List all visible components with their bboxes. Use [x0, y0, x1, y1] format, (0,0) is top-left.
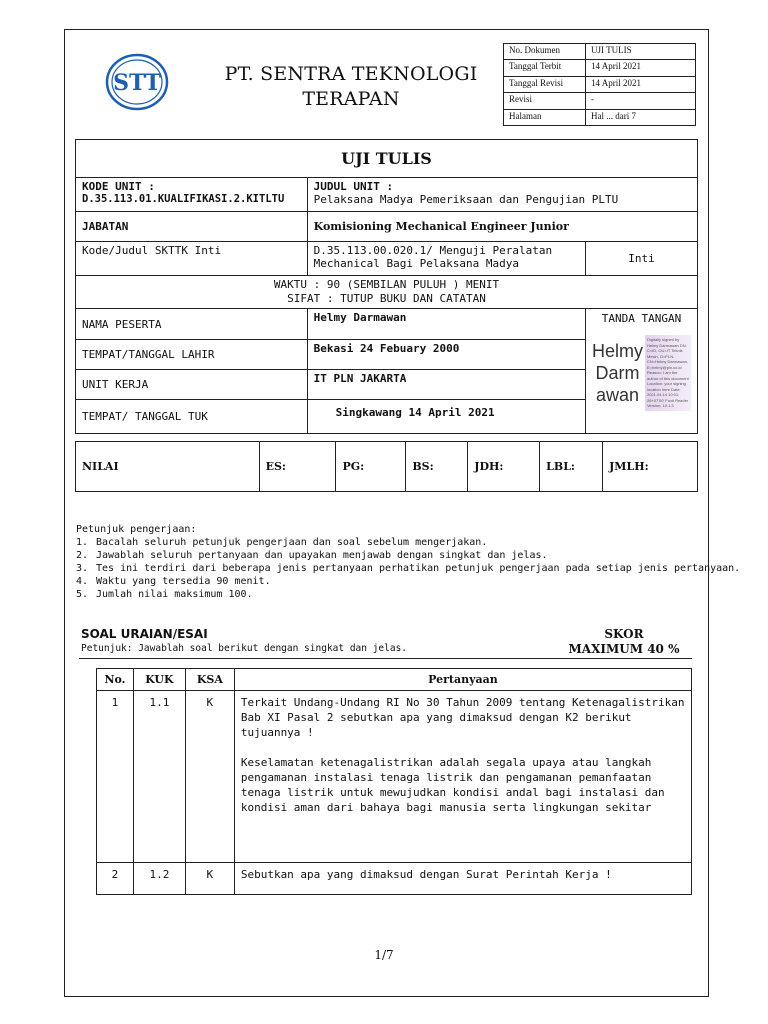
- question-header-row: [97, 669, 692, 691]
- skttk-type: Inti: [585, 242, 697, 276]
- meta-value: 14 April 2021: [586, 60, 696, 76]
- page-number: 1/7: [374, 948, 394, 962]
- signature-cell: [585, 309, 697, 434]
- exam-identity-form: [75, 139, 698, 434]
- question-text: Terkait Undang-Undang RI No 30 Tahun 2009 tentang Ketenagalistrikan Bab XI Pasal 2 sebutkan apa yang dimaksud dengan K2 berikut tujuannya !: [240, 696, 685, 739]
- question-ksa: K: [185, 691, 234, 863]
- judul-unit-value: Pelaksana Madya Pemeriksaan dan Pengujian PLTU: [313, 193, 619, 206]
- question-text: Sebutkan apa yang dimaksud dengan Surat Perintah Kerja !: [240, 868, 612, 881]
- question-row: [97, 691, 692, 863]
- digital-signature: [592, 335, 691, 411]
- meta-row: [504, 76, 696, 92]
- meta-key: No. Dokumen: [504, 44, 586, 60]
- instruction-item: 1. Bacalah seluruh petunjuk pengerjaan dan soal sebelum mengerjakan.: [76, 537, 488, 548]
- ttl-label: TEMPAT/TANGGAL LAHIR: [76, 340, 308, 370]
- question-kuk: 1.2: [133, 863, 185, 895]
- answer-text[interactable]: Keselamatan ketenagalistrikan adalah segala upaya atau langkah pengamanan instalasi tenaga listrik dan pengamanan pemanfaatan tenaga listrik untuk mewujudkan kondisi andal bagi instalasi dan kondisi aman dari bahaya bagi manusia serta lingkungan sekitar: [240, 756, 665, 814]
- col-header-no: No.: [97, 669, 134, 691]
- nilai-jmlh: JMLH:: [603, 442, 698, 492]
- question-table: [96, 668, 692, 895]
- meta-value: Hal ... dari 7: [586, 109, 696, 125]
- signature-name-line: Darm: [595, 362, 640, 383]
- skor-label: [568, 627, 680, 657]
- signature-details: Digitally signed by Helmy Darmawan DN: C=ID, OU=IT Teknik Mesin, O=PLN, CN=Helmy Darmawan, E=helmy@pln.co.id Reason: I am the author of this document Location: your signing location here Date: 2021.04.14 10:01: 26+07'00' Foxit Reader Version: 10.1.3: [645, 335, 691, 411]
- question-no: 2: [97, 863, 134, 895]
- instructions-title: Petunjuk pengerjaan:: [76, 524, 197, 535]
- question-ksa: K: [185, 863, 234, 895]
- instruction-item: 2. Jawablah seluruh pertanyaan dan upayakan menjawab dengan singkat dan jelas.: [76, 550, 548, 561]
- tuk-label: TEMPAT/ TANGGAL TUK: [76, 400, 308, 434]
- question-row: [97, 863, 692, 895]
- skor-line1: SKOR: [604, 627, 644, 641]
- nama-peserta-value: Helmy Darmawan: [307, 309, 585, 340]
- soal-subtitle: Petunjuk: Jawablah soal berikut dengan singkat dan jelas.: [81, 643, 408, 654]
- nilai-bs: BS:: [406, 442, 468, 492]
- company-name: [206, 62, 496, 112]
- judul-unit-label: JUDUL UNIT :: [313, 180, 394, 193]
- meta-row: [504, 44, 696, 60]
- col-header-pertanyaan: Pertanyaan: [234, 669, 691, 691]
- nilai-table: [75, 441, 698, 492]
- skor-line2: MAXIMUM 40 %: [568, 642, 680, 656]
- meta-row: [504, 60, 696, 76]
- meta-key: Halaman: [504, 109, 586, 125]
- waktu-sifat-cell: [76, 276, 698, 309]
- divider: [79, 658, 692, 659]
- nama-peserta-label: NAMA PESERTA: [76, 309, 308, 340]
- instruction-item: 5. Jumlah nilai maksimum 100.: [76, 589, 253, 600]
- jabatan-label: JABATAN: [76, 212, 308, 242]
- logo-text: STT: [113, 70, 161, 96]
- col-header-kuk: KUK: [133, 669, 185, 691]
- meta-value: UJI TULIS: [586, 44, 696, 60]
- kode-unit-label: KODE UNIT :: [82, 180, 155, 193]
- waktu-text: WAKTU : 90 (SEMBILAN PULUH ) MENIT: [273, 278, 500, 291]
- judul-unit-cell: [307, 178, 697, 212]
- signature-name-line: Helmy: [591, 340, 643, 361]
- sifat-text: SIFAT : TUTUP BUKU DAN CATATAN: [287, 292, 486, 305]
- signature-name-line: awan: [595, 384, 639, 405]
- question-no: 1: [97, 691, 134, 863]
- meta-key: Revisi: [504, 93, 586, 109]
- nilai-jdh: JDH:: [468, 442, 540, 492]
- skttk-value: D.35.113.00.020.1/ Menguji Peralatan Mechanical Bagi Pelaksana Madya: [307, 242, 585, 276]
- signature-name: [592, 340, 643, 406]
- question-cell: [234, 863, 691, 895]
- exam-title: UJI TULIS: [76, 140, 698, 178]
- soal-title: SOAL URAIAN/ESAI: [81, 627, 208, 641]
- nilai-es: ES:: [259, 442, 336, 492]
- kode-unit-value: D.35.113.01.KUALIFIKASI.2.KITLTU: [82, 193, 285, 205]
- instruction-item: 3. Tes ini terdiri dari beberapa jenis pertanyaan perhatikan petunjuk pengerjaan pada setiap jenis pertanyaan.: [76, 563, 741, 574]
- unit-kerja-label: UNIT KERJA: [76, 370, 308, 400]
- ttl-value: Bekasi 24 Febuary 2000: [307, 340, 585, 370]
- meta-value: 14 April 2021: [586, 76, 696, 92]
- unit-kerja-value: IT PLN JAKARTA: [307, 370, 585, 400]
- meta-row: [504, 109, 696, 125]
- document-meta-table: [503, 43, 696, 126]
- question-kuk: 1.1: [133, 691, 185, 863]
- meta-row: [504, 93, 696, 109]
- instructions: [76, 523, 740, 601]
- nilai-label: NILAI: [76, 442, 260, 492]
- tanda-tangan-label: TANDA TANGAN: [601, 312, 682, 325]
- nilai-lbl: LBL:: [540, 442, 603, 492]
- kode-unit-cell: [76, 178, 308, 212]
- jabatan-value: Komisioning Mechanical Engineer Junior: [307, 212, 697, 242]
- question-cell: [234, 691, 691, 863]
- tuk-value: Singkawang 14 April 2021: [307, 400, 585, 434]
- meta-key: Tanggal Terbit: [504, 60, 586, 76]
- col-header-ksa: KSA: [185, 669, 234, 691]
- meta-value: -: [586, 93, 696, 109]
- meta-key: Tanggal Revisi: [504, 76, 586, 92]
- instructions-list: [76, 536, 740, 601]
- company-name-line2: TERAPAN: [302, 88, 400, 110]
- instruction-item: 4. Waktu yang tersedia 90 menit.: [76, 576, 271, 587]
- company-name-line1: PT. SENTRA TEKNOLOGI: [224, 63, 478, 85]
- skttk-label: Kode/Judul SKTTK Inti: [76, 242, 308, 276]
- company-logo: [104, 52, 170, 112]
- nilai-pg: PG:: [336, 442, 406, 492]
